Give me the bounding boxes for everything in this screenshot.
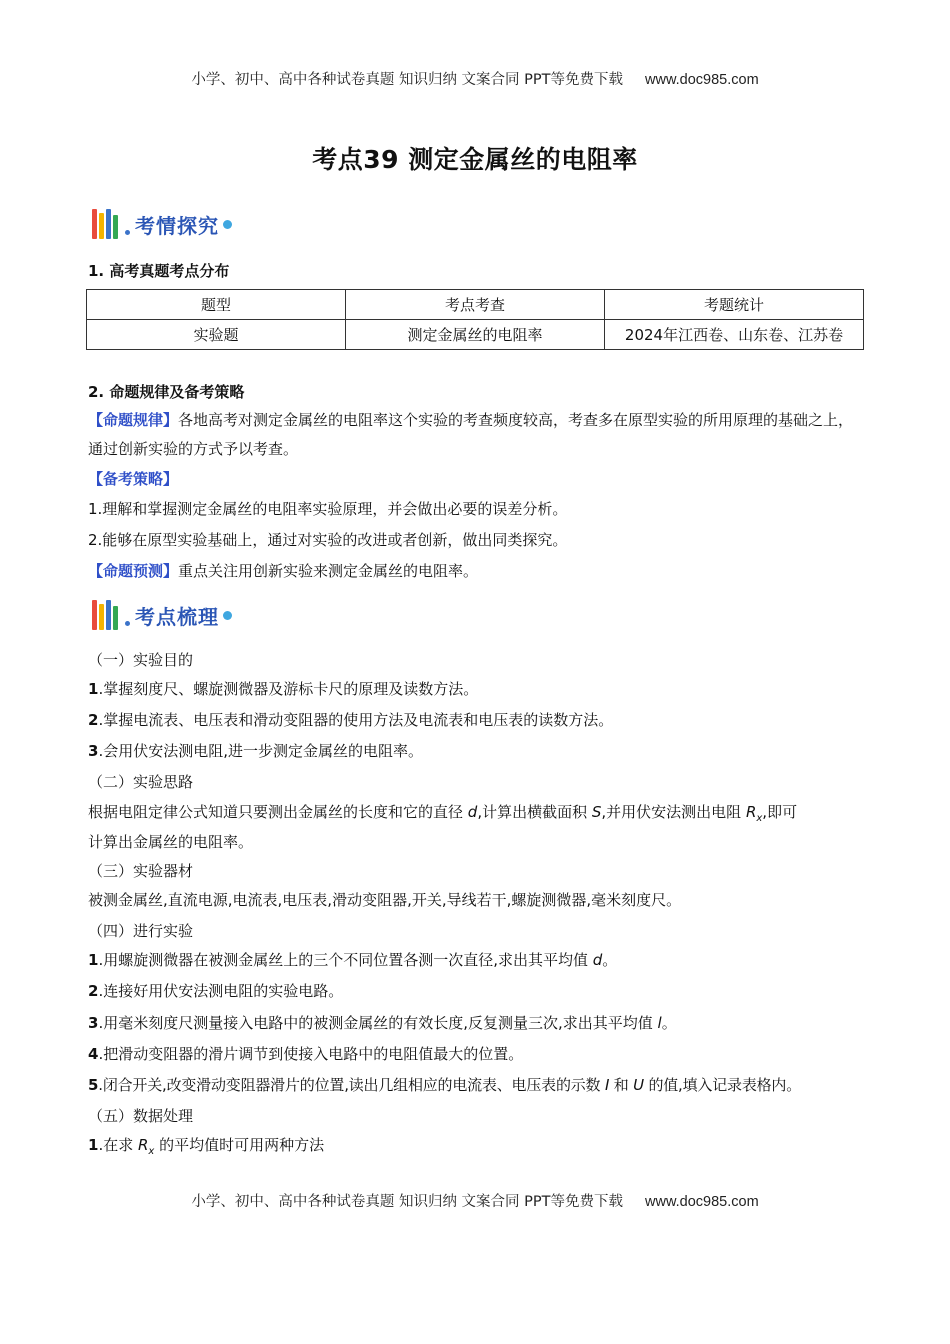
page-footer	[0, 1190, 950, 1211]
list-item	[88, 709, 878, 730]
section-heading: 2. 命题规律及备考策略	[88, 383, 245, 401]
text-run: ,并用伏安法测出电阻	[601, 803, 746, 821]
strategy-item: 1.理解和掌握测定金属丝的电阻率实验原理，并会做出必要的误差分析。	[88, 500, 568, 518]
variable: S	[591, 803, 602, 821]
page-title: 考点39 测定金属丝的电阻率	[312, 145, 638, 174]
footer-url[interactable]: www.doc985.com	[645, 1194, 759, 1210]
text-run: 。	[602, 951, 618, 969]
subscript: x	[756, 813, 763, 824]
predict-tag: 【命题预测】	[88, 562, 179, 580]
page-header	[0, 68, 950, 89]
item-number: 1	[88, 951, 99, 969]
paragraph-line: 计算出金属丝的电阻率。	[88, 833, 254, 851]
list-item	[88, 980, 878, 1001]
table-header: 题型	[87, 290, 346, 320]
table-header: 考题统计	[605, 290, 864, 320]
text-run: 。	[661, 1014, 677, 1032]
item-text: .闭合开关,改变滑动变阻器滑片的位置,读出几组相应的电流表、电压表的示数	[98, 1076, 605, 1094]
text-run: 根据电阻定律公式知道只要测出金属丝的长度和它的直径	[88, 803, 468, 821]
table-cell: 2024年江西卷、山东卷、江苏卷	[605, 320, 864, 350]
variable: d	[467, 803, 478, 821]
variable: R	[137, 1136, 149, 1154]
subsection-title: （四）进行实验	[88, 922, 194, 940]
subsection-title: （五）数据处理	[88, 1107, 194, 1125]
list-item	[88, 1074, 878, 1095]
dot-icon	[223, 220, 232, 229]
item-number: 2	[88, 982, 99, 1000]
table-cell: 测定金属丝的电阻率	[346, 320, 605, 350]
banner-key-points	[92, 598, 232, 632]
item-text: .会用伏安法测电阻,进一步测定金属丝的电阻率。	[98, 742, 423, 760]
variable: I	[604, 1076, 610, 1094]
banner-label: 考点梳理	[135, 604, 219, 629]
list-item	[88, 678, 878, 699]
table-header: 考点考查	[346, 290, 605, 320]
subsection-title: （一）实验目的	[88, 651, 194, 669]
list-item	[88, 949, 878, 970]
table-header-row	[87, 290, 864, 320]
variable: R	[745, 803, 757, 821]
books-icon	[92, 209, 118, 239]
item-number: 4	[88, 1045, 99, 1063]
item-number: 3	[88, 742, 99, 760]
list-item	[88, 740, 878, 761]
item-number: 2	[88, 711, 99, 729]
item-number: 3	[88, 1014, 99, 1032]
paragraph-line: 被测金属丝,直流电源,电流表,电压表,滑动变阻器,开关,导线若干,螺旋测微器,毫米刻度尺。	[88, 891, 682, 909]
list-item	[88, 1134, 878, 1157]
subsection-title: （二）实验思路	[88, 773, 194, 791]
books-icon	[92, 600, 118, 630]
variable: l	[657, 1014, 662, 1032]
text-run: ,即可	[762, 803, 798, 821]
item-number: 1	[88, 680, 99, 698]
predict-line	[88, 560, 878, 581]
exam-distribution-table	[86, 289, 864, 350]
dot-icon	[223, 611, 232, 620]
list-item	[88, 1012, 878, 1033]
variable: U	[633, 1076, 644, 1094]
item-text: .把滑动变阻器的滑片调节到使接入电路中的电阻值最大的位置。	[98, 1045, 524, 1063]
text-run: 的值,填入记录表格内。	[643, 1076, 802, 1094]
item-text: .连接好用伏安法测电阻的实验电路。	[98, 982, 344, 1000]
item-text: .掌握刻度尺、螺旋测微器及游标卡尺的原理及读数方法。	[98, 680, 479, 698]
item-number: 5	[88, 1076, 99, 1094]
table-row	[87, 320, 864, 350]
item-number: 1	[88, 1136, 99, 1154]
rule-text: 各地高考对测定金属丝的电阻率这个实验的考查频度较高，考查多在原型实验的所用原理的基础之上，通过创新实验的方式予以考查。	[88, 411, 854, 458]
strategy-tag: 【备考策略】	[88, 470, 179, 488]
text-run: 和	[609, 1076, 634, 1094]
banner-exam-analysis	[92, 207, 232, 241]
table-cell: 实验题	[87, 320, 346, 350]
strategy-item: 2.能够在原型实验基础上，通过对实验的改进或者创新，做出同类探究。	[88, 531, 568, 549]
paragraph-line	[88, 801, 878, 824]
variable: d	[592, 951, 603, 969]
rule-tag: 【命题规律】	[88, 411, 179, 429]
text-run: ,计算出横截面积	[477, 803, 592, 821]
dot-icon	[125, 621, 130, 626]
subscript: x	[148, 1146, 155, 1157]
text-run: 的平均值时可用两种方法	[154, 1136, 325, 1154]
footer-text: 小学、初中、高中各种试卷真题 知识归纳 文案合同 PPT等免费下载	[191, 1194, 624, 1210]
header-url[interactable]: www.doc985.com	[645, 72, 759, 88]
banner-label: 考情探究	[135, 213, 219, 238]
section-heading: 1. 高考真题考点分布	[88, 262, 230, 280]
list-item	[88, 1043, 878, 1064]
dot-icon	[125, 230, 130, 235]
subsection-title: （三）实验器材	[88, 862, 194, 880]
item-text: .在求	[98, 1136, 138, 1154]
predict-text: 重点关注用创新实验来测定金属丝的电阻率。	[178, 562, 479, 580]
header-text: 小学、初中、高中各种试卷真题 知识归纳 文案合同 PPT等免费下载	[191, 72, 624, 88]
item-text: .用螺旋测微器在被测金属丝上的三个不同位置各测一次直径,求出其平均值	[98, 951, 593, 969]
item-text: .掌握电流表、电压表和滑动变阻器的使用方法及电流表和电压表的读数方法。	[98, 711, 614, 729]
rule-paragraph	[88, 406, 868, 464]
item-text: .用毫米刻度尺测量接入电路中的被测金属丝的有效长度,反复测量三次,求出其平均值	[98, 1014, 658, 1032]
